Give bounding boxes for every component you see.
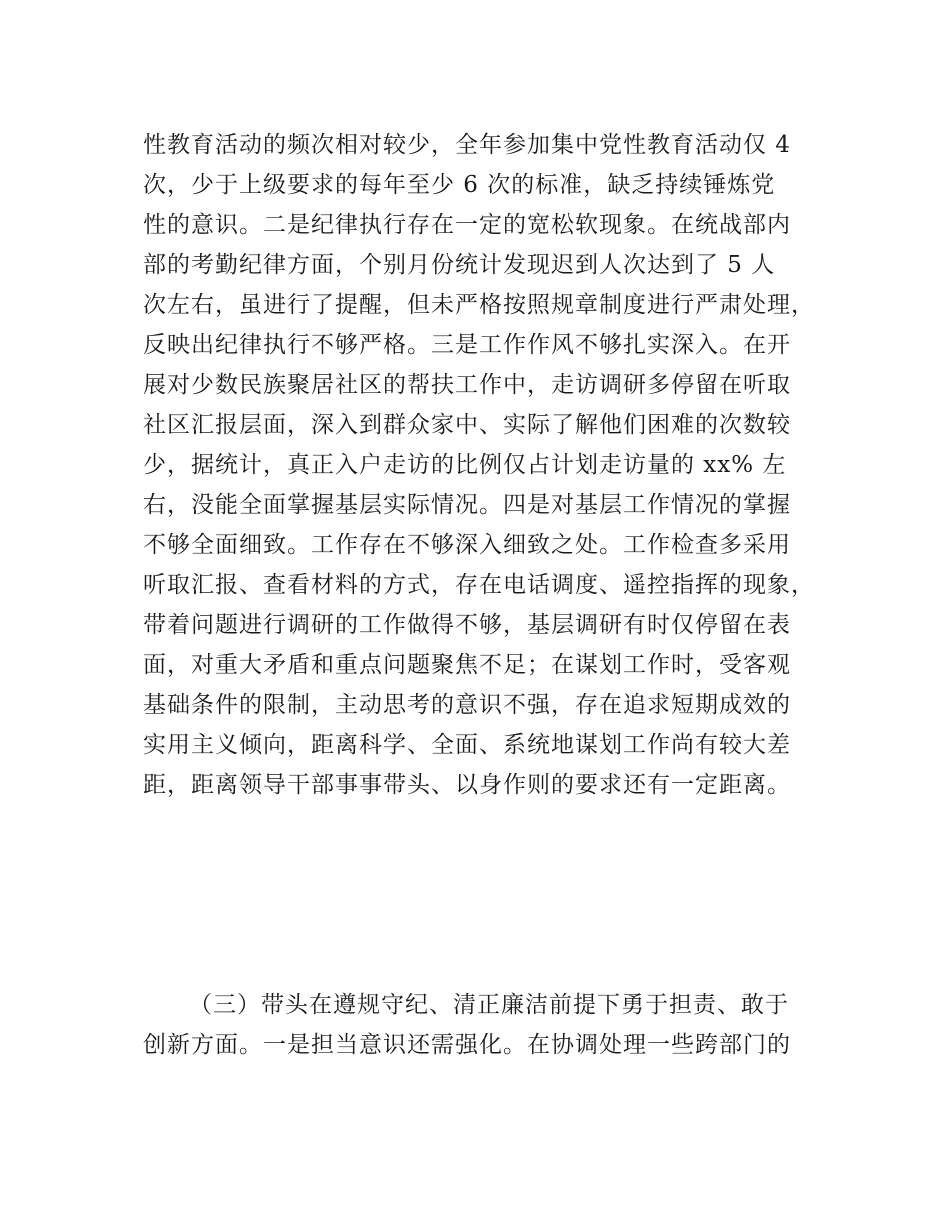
paragraph-line: 次左右，虽进行了提醒，但未严格按照规章制度进行严肃处理，: [143, 292, 815, 318]
paragraph-line: 带着问题进行调研的工作做得不够，基层调研有时仅停留在表: [143, 612, 791, 638]
paragraph-line: 性教育活动的频次相对较少，全年参加集中党性教育活动仅 4: [143, 132, 791, 158]
paragraph-line: （三）带头在遵规守纪、清正廉洁前提下勇于担责、敢于: [189, 992, 789, 1018]
paragraph-2: [143, 985, 823, 1065]
paragraph-line: 少，据统计，真正入户走访的比例仅占计划走访量的 xx% 左: [143, 452, 787, 478]
paragraph-line: 部的考勤纪律方面，个别月份统计发现迟到人次达到了 5 人: [143, 252, 776, 278]
paragraph-line: 创新方面。一是担当意识还需强化。在协调处理一些跨部门的: [143, 1032, 791, 1058]
paragraph-line: 展对少数民族聚居社区的帮扶工作中，走访调研多停留在听取: [143, 372, 791, 398]
paragraph-line: 距，距离领导干部事事带头、以身作则的要求还有一定距离。: [143, 772, 791, 798]
paragraph-line: 面，对重大矛盾和重点问题聚焦不足；在谋划工作时，受客观: [143, 652, 791, 678]
paragraph-line: 实用主义倾向，距离科学、全面、系统地谋划工作尚有较大差: [143, 732, 791, 758]
paragraph-1: [143, 125, 823, 805]
paragraph-line: 社区汇报层面，深入到群众家中、实际了解他们困难的次数较: [143, 412, 791, 438]
paragraph-line: 基础条件的限制，主动思考的意识不强，存在追求短期成效的: [143, 692, 791, 718]
paragraph-line: 反映出纪律执行不够严格。三是工作作风不够扎实深入。在开: [143, 332, 791, 358]
paragraph-line: 右，没能全面掌握基层实际情况。四是对基层工作情况的掌握: [143, 492, 791, 518]
paragraph-line: 听取汇报、查看材料的方式，存在电话调度、遥控指挥的现象，: [143, 572, 815, 598]
paragraph-line: 次，少于上级要求的每年至少 6 次的标准，缺乏持续锤炼党: [143, 172, 776, 198]
paragraph-line: 不够全面细致。工作存在不够深入细致之处。工作检查多采用: [143, 532, 791, 558]
paragraph-line: 性的意识。二是纪律执行存在一定的宽松软现象。在统战部内: [143, 212, 791, 238]
